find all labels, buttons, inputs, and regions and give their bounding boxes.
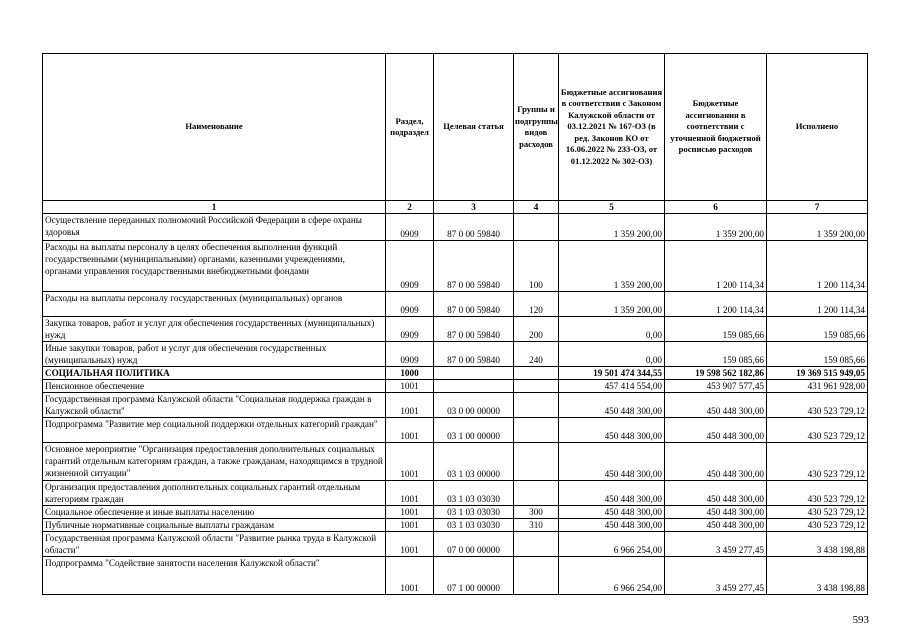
- table-body: [43, 214, 868, 595]
- row-group: 240: [514, 342, 559, 367]
- table-row: [43, 418, 868, 443]
- row-group: 120: [514, 292, 559, 317]
- row-budget-law: 6 966 254,00: [559, 532, 665, 557]
- table-row: [43, 292, 868, 317]
- row-article: [434, 367, 514, 380]
- row-budget-law: 450 448 300,00: [559, 418, 665, 443]
- row-executed: 159 085,66: [767, 342, 868, 367]
- row-article: 87 0 00 59840: [434, 317, 514, 342]
- row-executed: 1 200 114,34: [767, 292, 868, 317]
- row-budget-law: 6 966 254,00: [559, 557, 665, 595]
- row-name: Государственная программа Калужской области "Социальная поддержка граждан в Калужской области": [43, 393, 386, 418]
- row-budget-roster: 450 448 300,00: [665, 443, 767, 481]
- table-row: [43, 214, 868, 241]
- row-group: [514, 214, 559, 241]
- row-budget-law: 1 359 200,00: [559, 241, 665, 292]
- table-row: [43, 519, 868, 532]
- row-budget-law: 1 359 200,00: [559, 292, 665, 317]
- row-name: Расходы на выплаты персоналу в целях обеспечения выполнения функций государственными (муниципальными) органами, казенными учреждениями, органами управления государственными внебюджетными фондами: [43, 241, 386, 292]
- row-name: СОЦИАЛЬНАЯ ПОЛИТИКА: [43, 367, 386, 380]
- header-budget-law: Бюджетные ассигнования в соответствии с Законом Калужской области от 03.12.2021 № 167-ОЗ (в ред. Законов КО от 16.06.2022 № 233-ОЗ, от 01.12.2022 № 302-ОЗ): [559, 54, 665, 201]
- row-budget-roster: 3 459 277,45: [665, 557, 767, 595]
- row-budget-roster: 1 359 200,00: [665, 214, 767, 241]
- row-group: [514, 532, 559, 557]
- row-article: 03 1 03 00000: [434, 443, 514, 481]
- row-budget-law: 0,00: [559, 317, 665, 342]
- table-row: [43, 367, 868, 380]
- row-executed: 430 523 729,12: [767, 393, 868, 418]
- row-executed: 3 438 198,88: [767, 557, 868, 595]
- row-section: 1001: [386, 443, 434, 481]
- row-name: Расходы на выплаты персоналу государственных (муниципальных) органов: [43, 292, 386, 317]
- row-article: 03 1 03 03030: [434, 481, 514, 506]
- header-name: Наименование: [43, 54, 386, 201]
- row-executed: 430 523 729,12: [767, 418, 868, 443]
- table-row: [43, 380, 868, 393]
- row-name: Социальное обеспечение и иные выплаты населению: [43, 506, 386, 519]
- row-name: Публичные нормативные социальные выплаты гражданам: [43, 519, 386, 532]
- row-group: [514, 443, 559, 481]
- row-section: 1001: [386, 481, 434, 506]
- row-budget-roster: 453 907 577,45: [665, 380, 767, 393]
- row-section: 0909: [386, 342, 434, 367]
- row-section: 1000: [386, 367, 434, 380]
- column-number-row: [43, 201, 868, 214]
- row-budget-roster: 19 598 562 182,86: [665, 367, 767, 380]
- row-executed: 430 523 729,12: [767, 519, 868, 532]
- row-name: Иные закупки товаров, работ и услуг для обеспечения государственных (муниципальных) нужд: [43, 342, 386, 367]
- row-group: [514, 418, 559, 443]
- row-budget-law: 450 448 300,00: [559, 506, 665, 519]
- row-executed: 19 369 515 949,05: [767, 367, 868, 380]
- column-number: 4: [514, 201, 559, 214]
- row-budget-law: 457 414 554,00: [559, 380, 665, 393]
- header-group: Группы и подгруппы видов расходов: [514, 54, 559, 201]
- row-section: 0909: [386, 214, 434, 241]
- row-budget-roster: 450 448 300,00: [665, 481, 767, 506]
- row-article: 87 0 00 59840: [434, 241, 514, 292]
- row-article: 87 0 00 59840: [434, 292, 514, 317]
- row-budget-roster: 159 085,66: [665, 317, 767, 342]
- table-row: [43, 443, 868, 481]
- row-article: 03 1 03 03030: [434, 519, 514, 532]
- row-executed: 430 523 729,12: [767, 443, 868, 481]
- row-name: Закупка товаров, работ и услуг для обеспечения государственных (муниципальных) нужд: [43, 317, 386, 342]
- budget-table: [42, 53, 868, 595]
- table-row: [43, 241, 868, 292]
- row-article: 03 1 00 00000: [434, 418, 514, 443]
- row-article: 07 1 00 00000: [434, 557, 514, 595]
- table-row: [43, 506, 868, 519]
- row-name: Государственная программа Калужской области "Развитие рынка труда в Калужской области": [43, 532, 386, 557]
- row-budget-law: 450 448 300,00: [559, 519, 665, 532]
- row-budget-law: 450 448 300,00: [559, 443, 665, 481]
- page-number: 593: [852, 614, 869, 626]
- row-group: [514, 481, 559, 506]
- row-budget-roster: 450 448 300,00: [665, 506, 767, 519]
- table-row: [43, 317, 868, 342]
- row-budget-roster: 159 085,66: [665, 342, 767, 367]
- row-executed: 431 961 928,00: [767, 380, 868, 393]
- row-name: Основное мероприятие "Организация предоставления дополнительных социальных гарантий отдельным категориям граждан, а также гражданам, находящимся в трудной жизненной ситуации": [43, 443, 386, 481]
- row-article: 87 0 00 59840: [434, 342, 514, 367]
- row-budget-roster: 1 200 114,34: [665, 292, 767, 317]
- row-section: 1001: [386, 418, 434, 443]
- row-executed: 1 359 200,00: [767, 214, 868, 241]
- row-group: 100: [514, 241, 559, 292]
- row-group: [514, 393, 559, 418]
- row-budget-roster: 450 448 300,00: [665, 393, 767, 418]
- row-budget-roster: 1 200 114,34: [665, 241, 767, 292]
- column-number: 2: [386, 201, 434, 214]
- table-row: [43, 393, 868, 418]
- row-section: 1001: [386, 380, 434, 393]
- table-row: [43, 342, 868, 367]
- row-section: 0909: [386, 241, 434, 292]
- row-name: Организация предоставления дополнительных социальных гарантий отдельным категориям граждан: [43, 481, 386, 506]
- row-budget-roster: 450 448 300,00: [665, 519, 767, 532]
- row-executed: 430 523 729,12: [767, 481, 868, 506]
- row-group: [514, 557, 559, 595]
- header-executed: Исполнено: [767, 54, 868, 201]
- row-executed: 430 523 729,12: [767, 506, 868, 519]
- row-name: Подпрограмма "Содействие занятости населения Калужской области": [43, 557, 386, 595]
- header-budget-roster: Бюджетные ассигнования в соответствии с уточненной бюджетной росписью расходов: [665, 54, 767, 201]
- row-section: 1001: [386, 519, 434, 532]
- row-budget-law: 1 359 200,00: [559, 214, 665, 241]
- column-number: 3: [434, 201, 514, 214]
- header-row: [43, 54, 868, 201]
- row-section: 0909: [386, 292, 434, 317]
- row-article: 87 0 00 59840: [434, 214, 514, 241]
- row-section: 1001: [386, 393, 434, 418]
- row-group: [514, 380, 559, 393]
- row-name: Осуществление переданных полномочий Российской Федерации в сфере охраны здоровья: [43, 214, 386, 241]
- row-article: 03 0 00 00000: [434, 393, 514, 418]
- row-executed: 3 438 198,88: [767, 532, 868, 557]
- table-row: [43, 481, 868, 506]
- row-group: 200: [514, 317, 559, 342]
- row-name: Пенсионное обеспечение: [43, 380, 386, 393]
- column-number: 5: [559, 201, 665, 214]
- table-row: [43, 557, 868, 595]
- header-section: Раздел, подраздел: [386, 54, 434, 201]
- row-section: 1001: [386, 506, 434, 519]
- row-budget-roster: 450 448 300,00: [665, 418, 767, 443]
- row-budget-roster: 3 459 277,45: [665, 532, 767, 557]
- row-group: [514, 367, 559, 380]
- row-article: [434, 380, 514, 393]
- column-number: 1: [43, 201, 386, 214]
- row-section: 1001: [386, 532, 434, 557]
- header-article: Целевая статья: [434, 54, 514, 201]
- row-group: 310: [514, 519, 559, 532]
- row-budget-law: 450 448 300,00: [559, 481, 665, 506]
- row-group: 300: [514, 506, 559, 519]
- row-article: 03 1 03 03030: [434, 506, 514, 519]
- row-budget-law: 0,00: [559, 342, 665, 367]
- row-executed: 1 200 114,34: [767, 241, 868, 292]
- column-number: 6: [665, 201, 767, 214]
- row-budget-law: 19 501 474 344,55: [559, 367, 665, 380]
- column-number: 7: [767, 201, 868, 214]
- row-budget-law: 450 448 300,00: [559, 393, 665, 418]
- row-name: Подпрограмма "Развитие мер социальной поддержки отдельных категорий граждан": [43, 418, 386, 443]
- row-section: 0909: [386, 317, 434, 342]
- table-row: [43, 532, 868, 557]
- row-section: 1001: [386, 557, 434, 595]
- row-executed: 159 085,66: [767, 317, 868, 342]
- row-article: 07 0 00 00000: [434, 532, 514, 557]
